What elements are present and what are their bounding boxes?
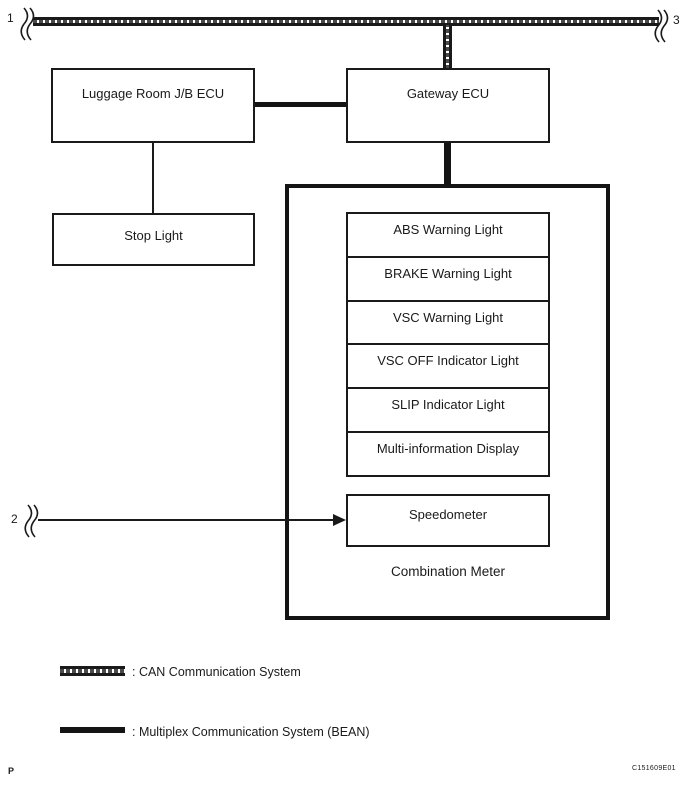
bean-link-gateway-meter	[444, 143, 451, 184]
luggage-room-jb-ecu-box	[51, 68, 255, 143]
multi-information-display-box: Multi-information Display	[348, 433, 548, 475]
brake-warning-light-box: BRAKE Warning Light	[348, 258, 548, 302]
arrowhead-icon	[333, 514, 346, 526]
vsc-off-indicator-light-box: VSC OFF Indicator Light	[348, 345, 548, 389]
connector-label-3: 3	[673, 13, 680, 27]
legend-bean-label: : Multiplex Communication System (BEAN)	[132, 725, 370, 739]
vsc-warning-light-box: VSC Warning Light	[348, 302, 548, 346]
wire-break-icon	[652, 8, 670, 44]
gateway-ecu-box	[346, 68, 550, 143]
bean-link-luggage-gateway	[255, 102, 346, 107]
legend-can-label: : CAN Communication System	[132, 665, 301, 679]
connector-label-1: 1	[7, 11, 14, 25]
arrow-line-speedometer	[38, 519, 334, 521]
connector-label-2: 2	[11, 512, 18, 526]
speedometer-box	[346, 494, 550, 547]
stop-light-box	[52, 213, 255, 266]
gateway-ecu-label: Gateway ECU	[406, 86, 490, 101]
link-luggage-stoplight	[152, 143, 154, 213]
legend-bean-swatch	[60, 727, 125, 733]
abs-warning-light-box: ABS Warning Light	[348, 214, 548, 258]
stop-light-label: Stop Light	[124, 228, 183, 243]
speedometer-label: Speedometer	[408, 507, 488, 522]
meter-indicator-stack	[346, 212, 550, 477]
can-drop-line	[443, 25, 452, 69]
can-bus-line	[33, 17, 659, 26]
legend-can-swatch	[60, 666, 125, 676]
figure-code: C151609E01	[632, 765, 676, 772]
wire-break-icon	[22, 503, 40, 539]
slip-indicator-light-box: SLIP Indicator Light	[348, 389, 548, 433]
page-marker: P	[8, 766, 15, 776]
combination-meter-label: Combination Meter	[390, 564, 506, 579]
luggage-room-jb-ecu-label: Luggage Room J/B ECU	[81, 86, 225, 101]
